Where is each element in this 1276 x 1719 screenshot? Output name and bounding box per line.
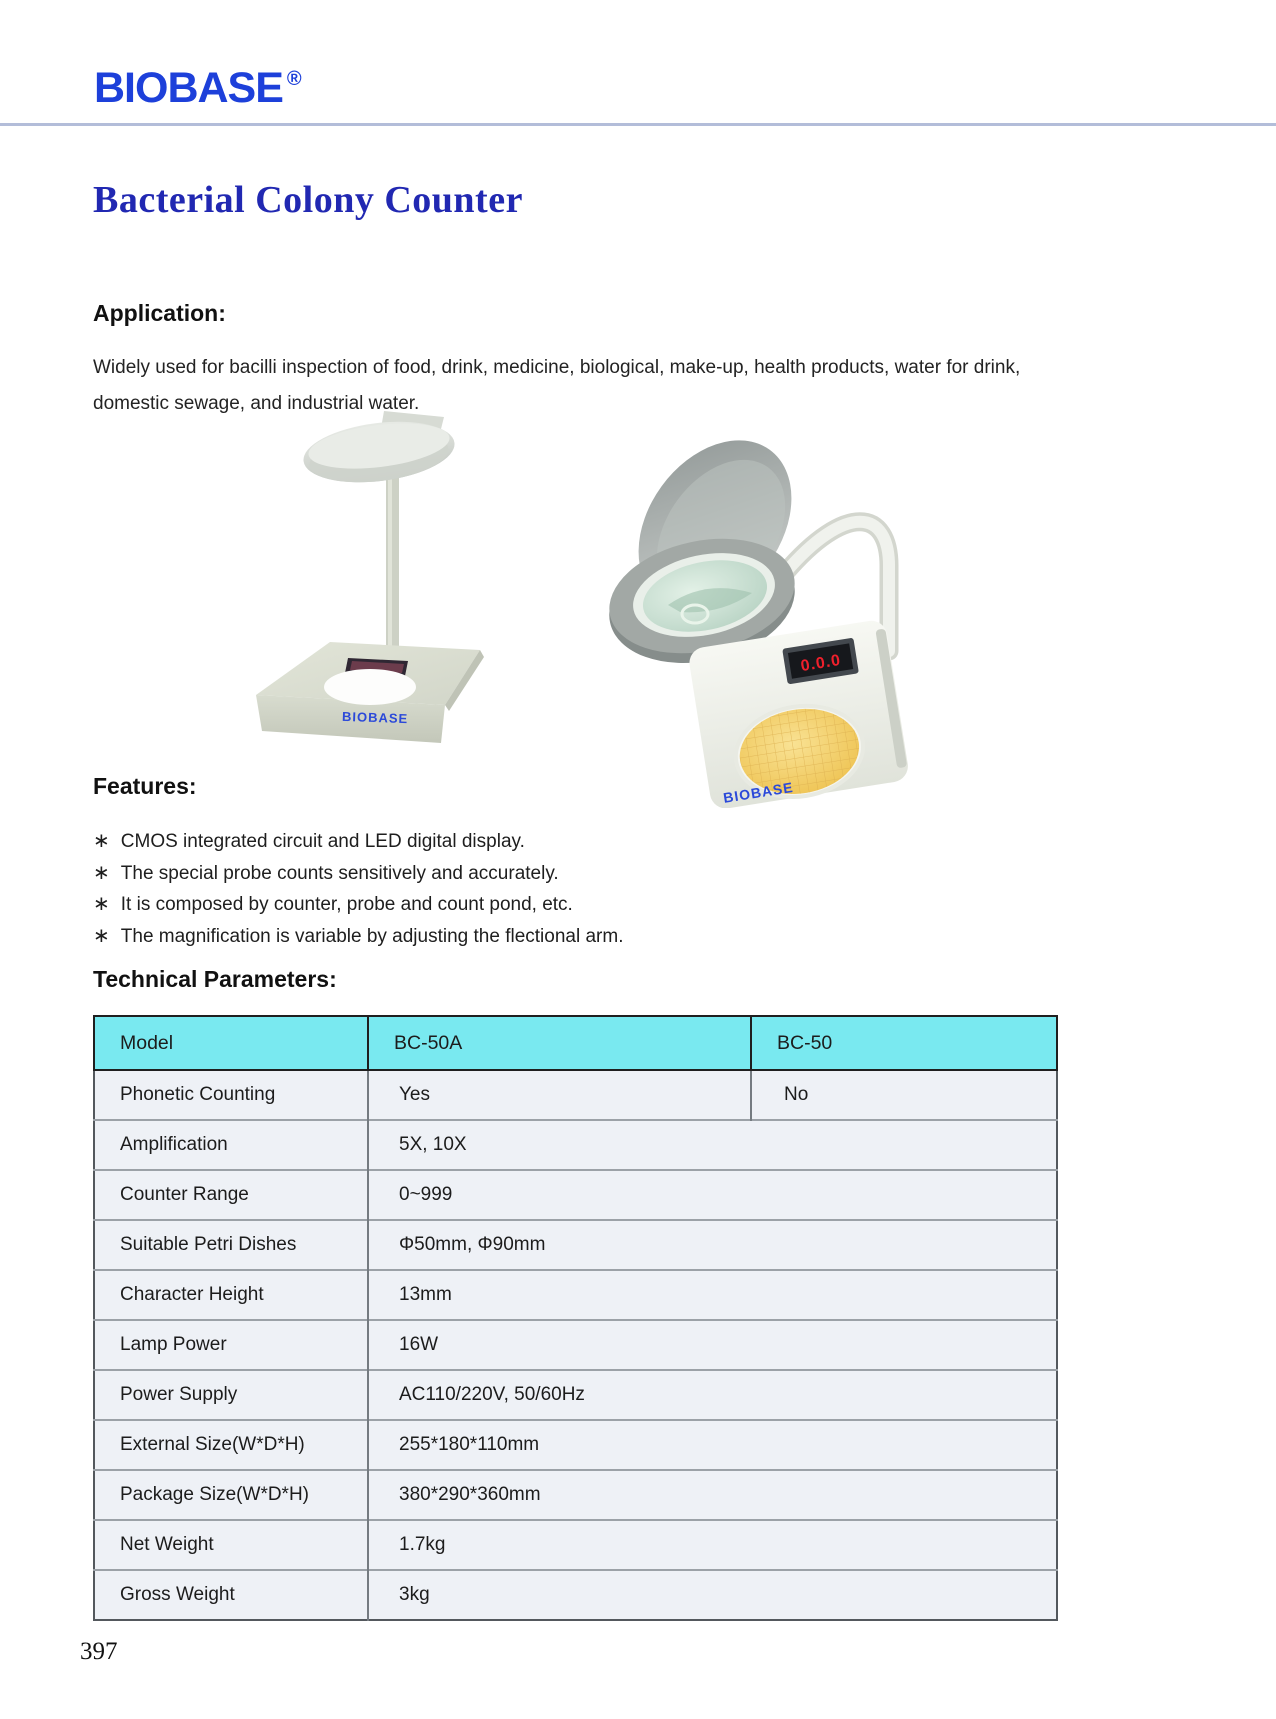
technical-heading: Technical Parameters: bbox=[93, 966, 337, 992]
spec-row bbox=[94, 1570, 1057, 1620]
spec-label-cell: Amplification bbox=[94, 1120, 368, 1170]
spec-label-cell: External Size(W*D*H) bbox=[94, 1420, 368, 1470]
device-brand-label: BIOBASE bbox=[341, 708, 409, 727]
spec-row bbox=[94, 1220, 1057, 1270]
feature-text: The magnification is variable by adjusting the flectional arm. bbox=[120, 925, 624, 947]
spec-value-cell: 13mm bbox=[368, 1270, 1057, 1320]
spec-value-cell: 5X, 10X bbox=[368, 1120, 1057, 1170]
registered-trademark-icon: ® bbox=[286, 68, 302, 90]
features-heading: Features: bbox=[93, 773, 197, 799]
spec-label-cell: Suitable Petri Dishes bbox=[94, 1220, 368, 1270]
spec-value-cell: 380*290*360mm bbox=[368, 1470, 1057, 1520]
spec-label-cell: Character Height bbox=[94, 1270, 368, 1320]
spec-header-model: Model bbox=[94, 1016, 368, 1070]
product-photo-right-counter bbox=[600, 433, 910, 808]
feature-item bbox=[93, 891, 623, 923]
page-number: 397 bbox=[80, 1638, 118, 1665]
spec-row bbox=[94, 1120, 1057, 1170]
spec-row bbox=[94, 1470, 1057, 1520]
spec-label-cell: Lamp Power bbox=[94, 1320, 368, 1370]
spec-row bbox=[94, 1320, 1057, 1370]
feature-item bbox=[93, 923, 623, 955]
spec-value-bc50a: Yes bbox=[368, 1070, 751, 1120]
feature-item bbox=[93, 828, 623, 860]
device-brand-label: BIOBASE bbox=[722, 778, 795, 806]
application-heading: Application: bbox=[93, 300, 226, 326]
spec-row bbox=[94, 1270, 1057, 1320]
spec-header-bc50a: BC-50A bbox=[368, 1016, 751, 1070]
spec-value-cell: AC110/220V, 50/60Hz bbox=[368, 1370, 1057, 1420]
spec-row bbox=[94, 1520, 1057, 1570]
spec-row bbox=[94, 1170, 1057, 1220]
lamp-head-icon bbox=[300, 411, 458, 490]
spec-label-cell: Gross Weight bbox=[94, 1570, 368, 1620]
spec-value-cell: 3kg bbox=[368, 1570, 1057, 1620]
asterisk-bullet-icon: ∗ bbox=[93, 893, 110, 915]
features-list bbox=[93, 828, 623, 954]
asterisk-bullet-icon: ∗ bbox=[93, 830, 110, 852]
spec-row bbox=[94, 1370, 1057, 1420]
brand-logo-text: BIOBASE bbox=[94, 64, 283, 112]
feature-text: CMOS integrated circuit and LED digital display. bbox=[120, 831, 525, 852]
feature-item bbox=[93, 860, 623, 892]
feature-text: It is composed by counter, probe and count pond, etc. bbox=[120, 894, 573, 915]
spec-table bbox=[93, 1015, 1058, 1621]
count-pond-icon bbox=[324, 669, 416, 705]
spec-header-row bbox=[94, 1016, 1057, 1070]
spec-label-cell: Phonetic Counting bbox=[94, 1070, 368, 1120]
header-divider bbox=[0, 123, 1276, 126]
spec-label-cell: Power Supply bbox=[94, 1370, 368, 1420]
asterisk-bullet-icon: ∗ bbox=[93, 924, 110, 947]
spec-value-cell: 1.7kg bbox=[368, 1520, 1057, 1570]
spec-label-cell: Package Size(W*D*H) bbox=[94, 1470, 368, 1520]
spec-value-cell: 0~999 bbox=[368, 1170, 1057, 1220]
application-body: Widely used for bacilli inspection of food, drink, medicine, biological, make-up, health products, water for drink, domestic sewage, and industrial water. bbox=[93, 357, 1021, 414]
spec-row bbox=[94, 1420, 1057, 1470]
spec-value-bc50: No bbox=[751, 1070, 1057, 1120]
counter-base-icon bbox=[256, 642, 484, 743]
page-title: Bacterial Colony Counter bbox=[93, 179, 523, 221]
led-display-value: 0.0.0 bbox=[799, 651, 843, 676]
counter-base-icon bbox=[687, 618, 910, 808]
spec-row bbox=[94, 1070, 1057, 1120]
spec-value-cell: 255*180*110mm bbox=[368, 1420, 1057, 1470]
brand-logo bbox=[94, 64, 302, 113]
spec-header-bc50: BC-50 bbox=[751, 1016, 1057, 1070]
spec-value-cell: 16W bbox=[368, 1320, 1057, 1370]
spec-label-cell: Net Weight bbox=[94, 1520, 368, 1570]
spec-value-cell: Φ50mm, Φ90mm bbox=[368, 1220, 1057, 1270]
spec-label-cell: Counter Range bbox=[94, 1170, 368, 1220]
asterisk-bullet-icon: ∗ bbox=[93, 861, 110, 884]
product-photo-left-counter bbox=[248, 405, 488, 755]
feature-text: The special probe counts sensitively and accurately. bbox=[120, 862, 559, 884]
